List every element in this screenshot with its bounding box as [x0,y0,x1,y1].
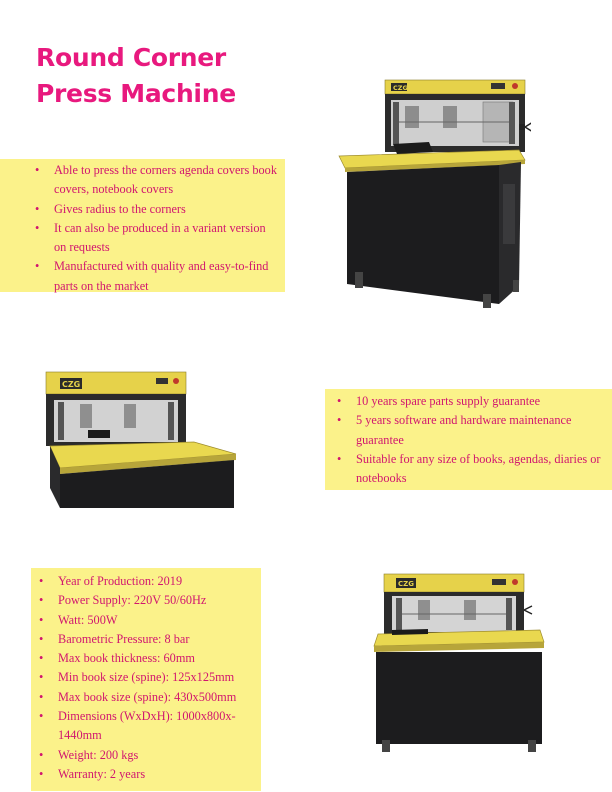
guarantees-box [325,389,612,490]
spec-item: • Weight: 200 kgs [39,746,257,765]
spec-item: • Dimensions (WxDxH): 1000x800x-1440mm [39,707,257,746]
spec-item: • Min book size (spine): 125x125mm [39,668,257,687]
specs-list [39,572,257,784]
guarantee-item: • 5 years software and hardware maintenance guarantee [337,411,607,450]
spec-item: • Year of Production: 2019 [39,572,257,591]
spec-item: • Power Supply: 220V 50/60Hz [39,591,257,610]
page-title [36,40,236,112]
machine-photo-front [372,570,549,755]
machine-logo: CZG [62,380,81,389]
machine-logo: CZG [398,580,414,588]
feature-item: • Manufactured with quality and easy-to-find parts on the market [35,257,280,296]
guarantee-item: • 10 years spare parts supply guarantee [337,392,607,411]
machine-logo: CZG [393,84,408,92]
spec-item: • Barometric Pressure: 8 bar [39,630,257,649]
spec-item: • Watt: 500W [39,611,257,630]
spec-item: • Warranty: 2 years [39,765,257,784]
title-line-2: Press Machine [36,79,236,108]
feature-item: • It can also be produced in a variant version on requests [35,219,280,258]
guarantee-item: • Suitable for any size of books, agendas, diaries or notebooks [337,450,607,489]
specs-box [31,568,261,791]
title-line-1: Round Corner [36,43,226,72]
feature-item: • Gives radius to the corners [35,200,280,219]
features-list [35,161,280,296]
guarantees-list [337,392,607,488]
features-box [0,159,285,292]
feature-item: • Able to press the corners agenda covers book covers, notebook covers [35,161,280,200]
spec-item: • Max book thickness: 60mm [39,649,257,668]
spec-item: • Max book size (spine): 430x500mm [39,688,257,707]
machine-photo-front-left [44,368,240,508]
machine-photo-front-right [333,72,531,312]
